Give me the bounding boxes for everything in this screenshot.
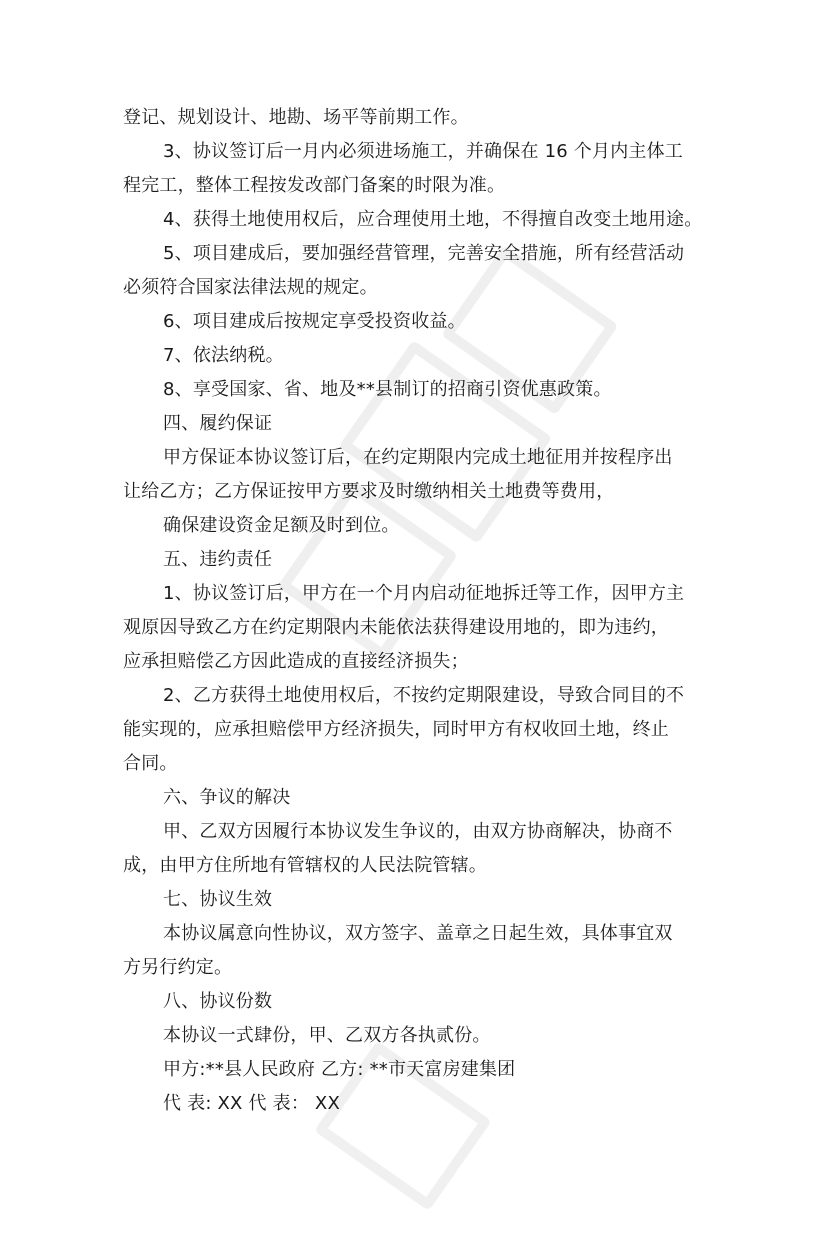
section-heading: 七、协议生效 — [163, 889, 273, 910]
text-line: 3、协议签订后一月内必须进场施工，并确保在 16 个月内主体工 — [163, 141, 683, 162]
signatory-parties: 甲方:**县人民政府 乙方: **市天富房建集团 — [163, 1059, 516, 1080]
text-line: 能实现的，应承担赔偿甲方经济损失，同时甲方有权收回土地，终止 — [123, 719, 669, 740]
document-body — [123, 101, 715, 1121]
text-line: 必须符合国家法律法规的规定。 — [123, 277, 378, 298]
text-line: 确保建设资金足额及时到位。 — [163, 515, 400, 536]
text-line: 登记、规划设计、地勘、场平等前期工作。 — [123, 107, 469, 128]
section-heading: 六、争议的解决 — [163, 787, 291, 808]
text-line: 应承担赔偿乙方因此造成的直接经济损失； — [123, 651, 469, 672]
section-heading: 八、协议份数 — [163, 991, 273, 1012]
text-line: 7、依法纳税。 — [163, 345, 284, 366]
text-line: 甲、乙双方因履行本协议发生争议的，由双方协商解决，协商不 — [163, 821, 673, 842]
text-line: 本协议一式肆份，甲、乙双方各执贰份。 — [163, 1025, 491, 1046]
text-line: 甲方保证本协议签订后，在约定期限内完成土地征用并按程序出 — [163, 447, 673, 468]
text-line: 2、乙方获得土地使用权后，不按约定期限建设，导致合同目的不 — [163, 685, 685, 706]
text-line: 程完工，整体工程按发改部门备案的时限为准。 — [123, 175, 506, 196]
text-line: 让给乙方；乙方保证按甲方要求及时缴纳相关土地费等费用， — [123, 481, 615, 502]
section-heading: 五、违约责任 — [163, 549, 273, 570]
text-line: 方另行约定。 — [123, 957, 233, 978]
text-line: 1、协议签订后，甲方在一个月内启动征地拆迁等工作，因甲方主 — [163, 583, 685, 604]
text-line: 合同。 — [123, 753, 178, 774]
section-heading: 四、履约保证 — [163, 413, 273, 434]
text-line: 8、享受国家、省、地及**县制订的招商引资优惠政策。 — [163, 379, 612, 400]
text-line: 观原因导致乙方在约定期限内未能依法获得建设用地的，即为违约， — [123, 617, 669, 638]
text-line: 4、获得土地使用权后，应合理使用土地，不得擅自改变土地用途。 — [163, 209, 703, 230]
text-line: 成，由甲方住所地有管辖权的人民法院管辖。 — [123, 855, 487, 876]
text-line: 5、项目建成后，要加强经营管理，完善安全措施，所有经营活动 — [163, 243, 685, 264]
text-line: 本协议属意向性协议，双方签字、盖章之日起生效，具体事宜双 — [163, 923, 673, 944]
text-line: 6、项目建成后按规定享受投资收益。 — [163, 311, 466, 332]
signatory-representatives: 代 表: XX 代 表： XX — [163, 1093, 340, 1114]
